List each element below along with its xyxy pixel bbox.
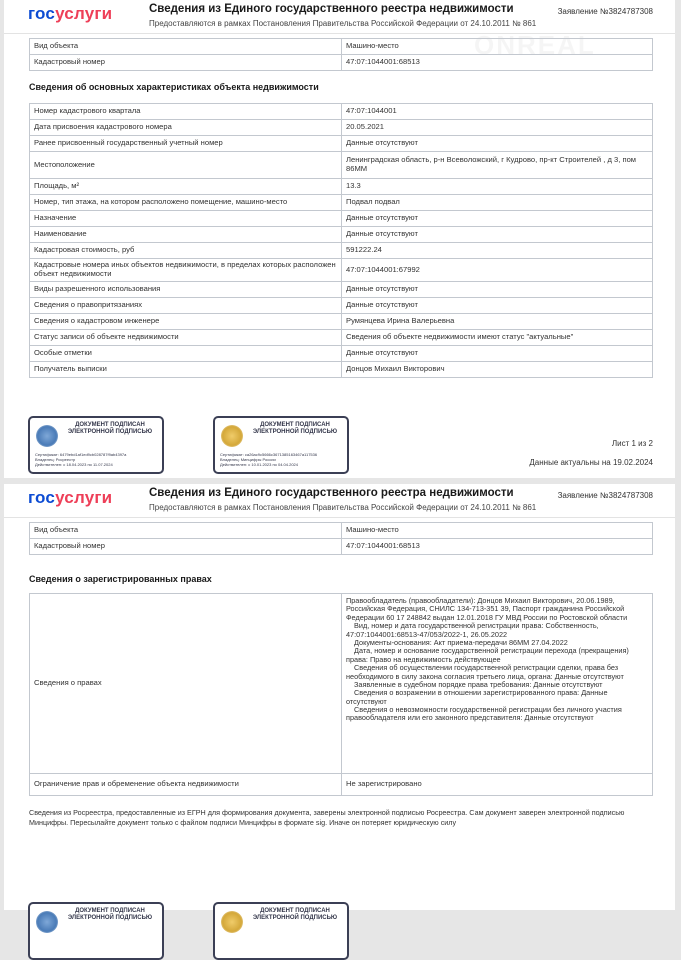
table-row: Номер, тип этажа, на котором расположено помещение, машино-место Подвал подвал	[30, 195, 653, 211]
eagle-emblem-icon	[36, 911, 58, 933]
table-row: Местоположение Ленинградская область, р-н Всеволожский, г Кудрово, пр-кт Строителей , д 3, пом 86ММ	[30, 152, 653, 179]
signature-stamp-rosreestr: ДОКУМЕНТ ПОДПИСАН ЭЛЕКТРОННОЙ ПОДПИСЬЮ	[28, 902, 164, 960]
table-row: Кадастровые номера иных объектов недвижимости, в пределах которых расположен объект недвижимости 47:07:1044001:67992	[30, 259, 653, 282]
page-header	[4, 484, 675, 518]
signature-stamp-rosreestr: ДОКУМЕНТ ПОДПИСАН ЭЛЕКТРОННОЙ ПОДПИСЬЮ Сертификат: 6479ebd1af1ed9cb028787f9ab4397a Владелец: Росреестр Действителен: с 18.04.2023 по 11.07.2024	[28, 416, 164, 474]
table-row: Виды разрешенного использования Данные отсутствуют	[30, 282, 653, 298]
table-row: Номер кадастрового квартала 47:07:1044001	[30, 104, 653, 120]
table-row: Вид объекта Машино-место	[30, 523, 653, 539]
document-title: Сведения из Единого государственного реестра недвижимости	[149, 487, 514, 499]
rights-table	[29, 593, 653, 796]
page-header	[4, 0, 675, 34]
table-row: Ранее присвоенный государственный учетный номер Данные отсутствуют	[30, 136, 653, 152]
legal-note: Сведения из Росреестра, предоставленные из ЕГРН для формирования документа, заверены электронной подписью Росреестра. Сам документ заверен электронной подписью Минцифры. Пересылайте документ только с файлом подписи Минцифры в формате sig. Иначе он потеряет юридическую силу	[29, 808, 625, 827]
table-row: Особые отметки Данные отсутствуют	[30, 346, 653, 362]
rights-details: Правообладатель (правообладатели): Донцов Михаил Викторович, 20.06.1989, Российская Федерация, СНИЛС 134-713-351 39, Паспорт гражданина Российской Федерации 60 17 248842 выдан 12.01.2018 ГУ МВД России по Ростовской области Вид, номер и дата государственной регистрации права: Собственность, 47:07:1044001:68513-47/053/2022-1, 26.05.2022 Документы-основания: Акт приема-передачи 86ММ 27.04.2022 Дата, номер и основание государственной регистрации перехода (прекращения) права: Право на недвижимость действующее Сведения об осуществлении государственной регистрации сделки, права без необходимого в силу закона согласия третьего лица, органа: Данные отсутствуют Заявленные в судебном порядке права требования: Данные отсутствуют Сведения о возражении в отношении зарегистрированного права: Данные отсутствуют Сведения о невозможности государственной регистрации без личного участия правообладателя или его законного представителя: Данные отсутствуют	[342, 594, 653, 774]
claim-number: Заявление №3824787308	[557, 7, 653, 16]
table-row: Кадастровый номер 47:07:1044001:68513	[30, 539, 653, 555]
document-subtitle: Предоставляются в рамках Постановления Правительства Российской Федерации от 24.10.2011 № 861	[149, 503, 537, 512]
gosuslugi-logo: госуслуги	[28, 488, 113, 507]
table-row: Ограничение прав и обременение объекта недвижимости Не зарегистрировано	[30, 774, 653, 796]
section-title-characteristics: Сведения об основных характеристиках объекта недвижимости	[29, 82, 319, 92]
table-row: Наименование Данные отсутствуют	[30, 227, 653, 243]
table-row: Получатель выписки Донцов Михаил Викторович	[30, 362, 653, 378]
coat-of-arms-icon	[221, 425, 243, 447]
document-page-2	[4, 484, 675, 922]
table-row: Сведения о правах Правообладатель (правообладатели): Донцов Михаил Викторович, 20.06.1989, Российская Федерация, СНИЛС 134-713-351 39, Паспорт гражданина Российской Федерации 60 17 248842 выдан 12.01.2018 ГУ МВД России по Ростовской области Вид, номер и дата государственной регистрации права: Собственность, 47:07:1044001:68513-47/053/2022-1, 26.05.2022 Документы-основания: Акт приема-передачи 86ММ 27.04.2022 Дата, номер и основание государственной регистрации перехода (прекращения) права: Право на недвижимость действующее Сведения об осуществлении государственной регистрации сделки, права без необходимого в силу закона согласия третьего лица, органа: Данные отсутствуют Заявленные в судебном порядке права требования: Данные отсутствуют Сведения о возражении в отношении зарегистрированного права: Данные отсутствуют Сведения о невозможности государственной регистрации без личного участия правообладателя или его законного представителя: Данные отсутствуют	[30, 594, 653, 774]
data-actual-date: Данные актуальны на 19.02.2024	[529, 458, 653, 467]
eagle-emblem-icon	[36, 425, 58, 447]
document-subtitle: Предоставляются в рамках Постановления Правительства Российской Федерации от 24.10.2011 № 861	[149, 19, 537, 28]
characteristics-table	[29, 103, 653, 378]
gosuslugi-logo: госуслуги	[28, 4, 113, 23]
signature-stamp-mintsifry: ДОКУМЕНТ ПОДПИСАН ЭЛЕКТРОННОЙ ПОДПИСЬЮ Сертификат: ca26ac9c5666c3671385163467a117536 Владелец: Минцифры России Действителен: с 10.01.2023 по 04.04.2024	[213, 416, 349, 474]
section-title-rights: Сведения о зарегистрированных правах	[29, 574, 212, 584]
table-row: Статус записи об объекте недвижимости Сведения об объекте недвижимости имеют статус "актуальные"	[30, 330, 653, 346]
document-title: Сведения из Единого государственного реестра недвижимости	[149, 3, 514, 15]
document-page-1	[4, 0, 675, 478]
table-row: Сведения о правопритязаниях Данные отсутствуют	[30, 298, 653, 314]
coat-of-arms-icon	[221, 911, 243, 933]
object-summary-table	[29, 38, 653, 71]
signature-stamp-mintsifry: ДОКУМЕНТ ПОДПИСАН ЭЛЕКТРОННОЙ ПОДПИСЬЮ	[213, 902, 349, 960]
table-row: Кадастровый номер 47:07:1044001:68513	[30, 55, 653, 71]
object-summary-table	[29, 522, 653, 555]
table-row: Сведения о кадастровом инженере Румянцева Ирина Валерьевна	[30, 314, 653, 330]
table-row: Назначение Данные отсутствуют	[30, 211, 653, 227]
table-row: Вид объекта Машино-место	[30, 39, 653, 55]
table-row: Площадь, м² 13.3	[30, 179, 653, 195]
table-row: Кадастровая стоимость, руб 591222.24	[30, 243, 653, 259]
table-row: Дата присвоения кадастрового номера 20.05.2021	[30, 120, 653, 136]
claim-number: Заявление №3824787308	[557, 491, 653, 500]
sheet-number: Лист 1 из 2	[611, 439, 653, 448]
